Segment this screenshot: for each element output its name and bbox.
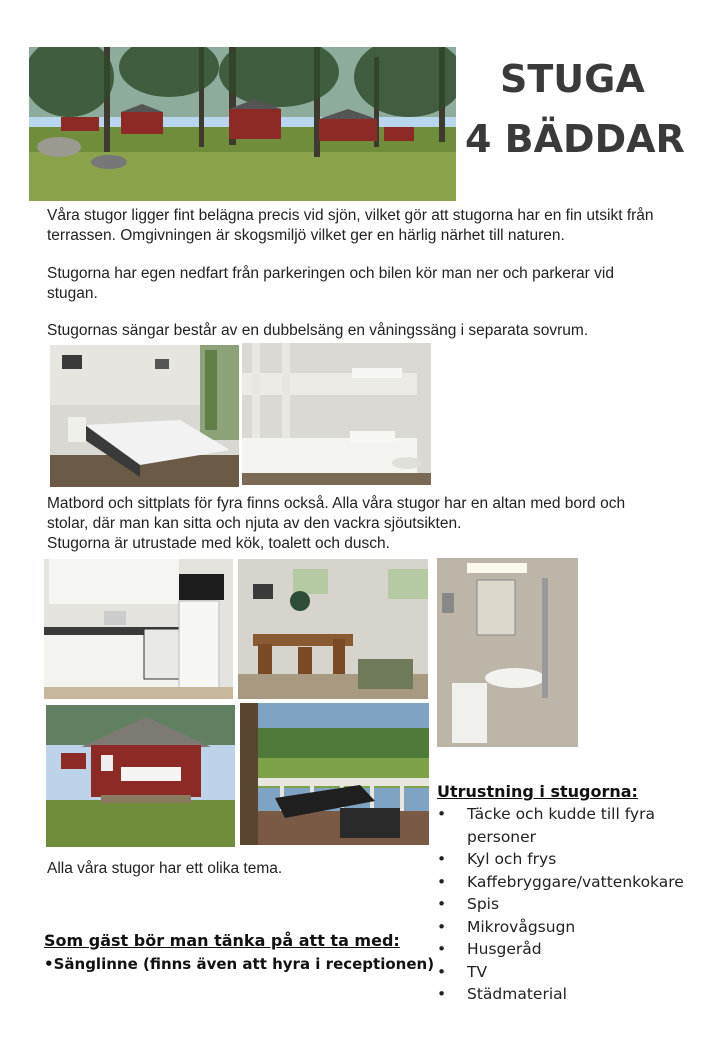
bedroom-bunk-photo bbox=[242, 343, 431, 485]
list-item bbox=[437, 916, 707, 939]
middle-line-3: Stugorna är utrustade med kök, toalett och dusch. bbox=[47, 535, 390, 552]
terrace-photo bbox=[240, 703, 429, 845]
list-item bbox=[437, 938, 707, 961]
list-item bbox=[437, 848, 707, 871]
equipment-list bbox=[437, 803, 707, 1006]
bedroom-double-photo bbox=[50, 345, 239, 487]
intro-p1-line-2: terrassen. Omgivningen är skogsmiljö vilket ger en härlig närhet till naturen. bbox=[47, 227, 565, 244]
dining-photo bbox=[238, 559, 428, 699]
intro-p2-line-1: Stugorna har egen nedfart från parkeringen och bilen kör man ner och parkerar vid bbox=[47, 265, 614, 282]
bullet: • bbox=[437, 985, 447, 1003]
bullet: • bbox=[437, 962, 447, 981]
equipment-item-label: Städmaterial bbox=[467, 985, 567, 1003]
kitchen-photo bbox=[44, 559, 233, 699]
middle-paragraph bbox=[47, 494, 697, 554]
theme-caption: Alla våra stugor har ett olika tema. bbox=[47, 860, 283, 877]
equipment-item-label: Kyl och frys bbox=[467, 850, 557, 868]
bullet: • bbox=[437, 872, 447, 891]
panorama-photo bbox=[29, 47, 456, 201]
list-item bbox=[437, 871, 707, 894]
equipment-item-label: Husgeråd bbox=[467, 940, 542, 958]
intro-p2-line-2: stugan. bbox=[47, 285, 98, 302]
bullet: • bbox=[437, 805, 447, 823]
equipment-item-label: Mikrovågsugn bbox=[467, 917, 576, 936]
intro-paragraph-3 bbox=[47, 321, 697, 341]
bullet: • bbox=[437, 850, 447, 868]
bring-heading: Som gäst bör man tänka på att ta med: bbox=[44, 931, 400, 950]
equipment-heading: Utrustning i stugorna: bbox=[437, 782, 638, 801]
list-item bbox=[437, 983, 707, 1006]
equipment-item-label: Spis bbox=[467, 895, 500, 913]
middle-line-1: Matbord och sittplats för fyra finns också. Alla våra stugor har en altan med bord och bbox=[47, 495, 626, 512]
intro-paragraph-2 bbox=[47, 264, 697, 304]
cabin-exterior-photo bbox=[46, 705, 235, 847]
title-line-2: 4 BÄDDAR bbox=[465, 117, 685, 161]
list-item bbox=[437, 961, 707, 984]
intro-p3: Stugornas sängar består av en dubbelsäng en våningssäng i separata sovrum. bbox=[47, 322, 589, 339]
intro-paragraph-1 bbox=[47, 206, 697, 246]
equipment-item-label: TV bbox=[467, 962, 488, 981]
equipment-item-label: Täcke och kudde till fyra personer bbox=[467, 805, 655, 846]
equipment-item-label: Kaffebryggare/vattenkokare bbox=[467, 872, 684, 891]
list-item bbox=[437, 803, 707, 848]
bullet: • bbox=[437, 895, 447, 913]
list-item bbox=[437, 893, 707, 916]
title-line-1: STUGA bbox=[500, 57, 645, 101]
middle-line-2: stolar, där man kan sitta och njuta av den vackra sjöutsikten. bbox=[47, 515, 462, 532]
bring-item: •Sänglinne (finns även att hyra i receptionen) bbox=[44, 955, 435, 973]
bullet: • bbox=[437, 917, 447, 936]
bathroom-photo bbox=[437, 558, 578, 747]
bullet: • bbox=[437, 940, 447, 958]
intro-p1-line-1: Våra stugor ligger fint belägna precis vid sjön, vilket gör att stugorna har en fin utsikt från bbox=[47, 207, 654, 224]
